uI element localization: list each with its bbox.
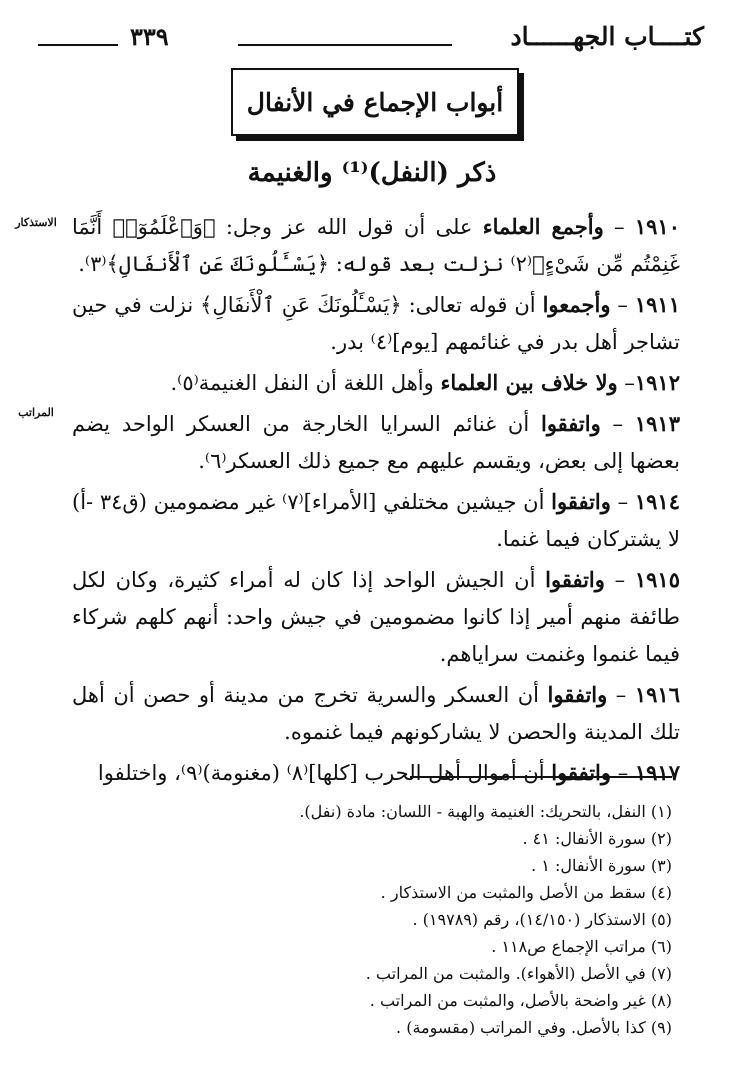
- book-title: كتــــاب الجهــــــاد: [510, 22, 704, 51]
- entry-number: ١٩١٦: [634, 682, 680, 707]
- paragraph-1910: ١٩١٠ – وأجمع العلماء على أن قول الله عز وجل: ﴿وَٱعْلَمُوٓا۟ أَنَّمَا غَنِمْتُم مِّن شَىْءٍ﴾⁽٢⁾ نزلت بعد قوله: ﴿يَسْـَٔلُونَكَ عَنِ ٱلْأَنفَالِ﴾⁽٣⁾.: [72, 214, 680, 276]
- entry-number: ١٩١٧: [634, 760, 680, 785]
- entry-text: أن العسكر والسرية تخرج من مدينة أو حصن أن أهل تلك المدينة والحصن لا يشاركونهم فيما غنموه.: [72, 683, 680, 744]
- entry-lead: واتفقوا: [547, 682, 608, 707]
- footnote-1: (١) النفل، بالتحريك: الغنيمة والهبة - اللسان: مادة (نفل).: [299, 802, 672, 821]
- margin-note-istidhkar: الاستذكار: [15, 216, 57, 229]
- entry-text: أن غنائم السرايا الخارجة من العسكر الواحد يضم بعضها إلى بعض، ويقسم عليهم مع جميع ذلك العسكر⁽٦⁾.: [72, 412, 680, 473]
- entry-text: أن أموال أهل الحرب [كلها]⁽٨⁾ (مغنومة)⁽٩⁾، واختلفوا: [97, 761, 552, 785]
- entry-text: أن الجيش الواحد إذا كان له أمراء كثيرة، وكان لكل طائفة منهم أمير إذا كانوا مضمومين في جيش واحد: أنهم كلهم شركاء فيما غنموا وغنمت سراياهم.: [72, 568, 680, 666]
- header-rule-short: [38, 44, 118, 46]
- chapter-title: أبواب الإجماع في الأنفال: [246, 87, 504, 117]
- entry-lead: وأجمعوا: [542, 292, 611, 317]
- footnotes: [72, 798, 672, 1041]
- entry-lead: وأجمع العلماء: [482, 214, 604, 239]
- entry-lead: واتفقوا: [540, 411, 601, 436]
- margin-note-maratib: المراتب: [18, 406, 54, 419]
- paragraph-1913: ١٩١٣ – واتفقوا أن غنائم السرايا الخارجة من العسكر الواحد يضم بعضها إلى بعض، ويقسم عليهم مع جميع ذلك العسكر⁽٦⁾.: [72, 411, 680, 473]
- footnote-2: (٢) سورة الأنفال: ٤١ .: [522, 829, 672, 848]
- header-rule: [238, 44, 452, 46]
- section-title: ذكر (النفل)⁽¹⁾ والغنيمة: [247, 158, 497, 188]
- entry-lead: واتفقوا: [551, 489, 611, 514]
- entry-text: أن قوله تعالى: ﴿يَسْـَٔلُونَكَ عَنِ ٱلْأَنفَالِ﴾ نزلت في حين تشاجر أهل بدر في غنائمهم [يوم]⁽٤⁾ بدر.: [72, 293, 680, 354]
- entry-lead: واتفقوا: [551, 760, 612, 785]
- main-text: [72, 208, 680, 795]
- page-number: ٣٣٩: [130, 22, 169, 51]
- footnote-4: (٤) سقط من الأصل والمثبت من الاستذكار .: [380, 883, 672, 902]
- paragraph-1911: ١٩١١ – وأجمعوا أن قوله تعالى: ﴿يَسْـَٔلُونَكَ عَنِ ٱلْأَنفَالِ﴾ نزلت في حين تشاجر أهل بدر في غنائمهم [يوم]⁽٤⁾ بدر.: [72, 292, 680, 354]
- running-header: [38, 22, 704, 56]
- entry-number: ١٩١٢: [634, 370, 680, 395]
- paragraph-1915: ١٩١٥ – واتفقوا أن الجيش الواحد إذا كان له أمراء كثيرة، وكان لكل طائفة منهم أمير إذا كانوا مضمومين في جيش واحد: أنهم كلهم شركاء فيما غنموا وغنمت سراياهم.: [72, 567, 680, 666]
- entry-lead: ولا خلاف بين العلماء: [440, 370, 618, 395]
- footnote-9: (٩) كذا بالأصل. وفي المراتب (مقسومة) .: [396, 1018, 672, 1037]
- paragraph-1912: ١٩١٢– ولا خلاف بين العلماء وأهل اللغة أن النفل الغنيمة⁽٥⁾.: [170, 370, 680, 395]
- paragraph-1914: ١٩١٤ – واتفقوا أن جيشين مختلفي [الأمراء]⁽٧⁾ غير مضمومين (ق٣٤ -أ) لا يشتركان فيما غنما.: [72, 489, 680, 551]
- paragraph-1916: ١٩١٦ – واتفقوا أن العسكر والسرية تخرج من مدينة أو حصن أن أهل تلك المدينة والحصن لا يشاركونهم فيما غنموه.: [72, 682, 680, 744]
- footnote-5: (٥) الاستذكار (١٤/١٥٠)، رقم (١٩٧٨٩) .: [412, 910, 672, 929]
- entry-text: على أن قول الله عز وجل: ﴿وَٱعْلَمُوٓا۟ أَنَّمَا غَنِمْتُم مِّن شَىْءٍ﴾⁽٢⁾ نزلت بعد قوله: ﴿يَسْـَٔلُونَكَ عَنِ ٱلْأَنفَالِ﴾⁽٣⁾.: [72, 215, 680, 276]
- entry-text: أن جيشين مختلفي [الأمراء]⁽٧⁾ غير مضمومين (ق٣٤ -أ) لا يشتركان فيما غنما.: [72, 490, 680, 551]
- entry-lead: واتفقوا: [545, 567, 605, 592]
- chapter-title-box: [231, 68, 519, 136]
- footnote-6: (٦) مراتب الإجماع ص١١٨ .: [491, 937, 672, 956]
- footnote-3: (٣) سورة الأنفال: ١ .: [531, 856, 672, 875]
- entry-number: ١٩١٣: [634, 411, 680, 436]
- footnote-separator: [410, 776, 672, 778]
- footnote-7: (٧) في الأصل (الأهواء). والمثبت من المراتب .: [365, 964, 672, 983]
- entry-number: ١٩١٠: [634, 214, 680, 239]
- paragraph-1917: ١٩١٧ – واتفقوا أن أموال أهل الحرب [كلها]⁽٨⁾ (مغنومة)⁽٩⁾، واختلفوا: [97, 760, 680, 785]
- entry-number: ١٩١٥: [634, 567, 680, 592]
- entry-number: ١٩١١: [634, 292, 680, 317]
- footnote-8: (٨) غير واضحة بالأصل، والمثبت من المراتب .: [369, 991, 672, 1010]
- entry-number: ١٩١٤: [634, 489, 680, 514]
- entry-text: وأهل اللغة أن النفل الغنيمة⁽٥⁾.: [170, 371, 441, 395]
